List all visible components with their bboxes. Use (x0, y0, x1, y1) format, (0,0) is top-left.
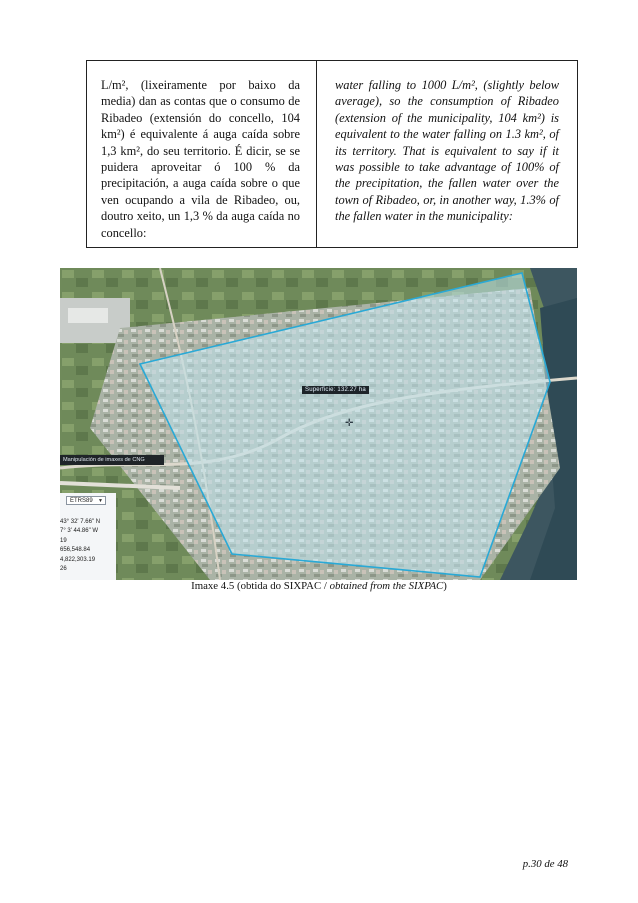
map-imagery (60, 268, 577, 580)
caption-suffix: ) (443, 580, 447, 592)
bilingual-text-table (86, 60, 578, 248)
galician-paragraph: L/m², (lixeiramente por baixo da media) dan as contas que o consumo de Ribadeo (extensión do concello, 104 km²) é equivalente á auga caída sobre 1,3 km², do seu territorio. É dicir, se se puidera aproveitar ó 100 % da precipitación, a auga caída sobre o que ven ocupando a vila de Ribadeo, ou, doutro xeito, un 1,3 % da auga caída no concello: (101, 78, 300, 240)
galician-text-cell (87, 61, 317, 247)
satellite-map-image (60, 268, 577, 580)
layer-label: Manipulación de imaxes de CNG (60, 455, 164, 465)
coord-line: 26 (60, 566, 67, 573)
crs-value: ETRS89 (70, 498, 93, 504)
coord-line: 43° 32' 7.66" N (60, 519, 101, 525)
coordinate-panel (60, 493, 116, 580)
coord-line: 4,822,303.19 (60, 556, 96, 563)
caption-italic: obtained from the SIXPAC (329, 580, 444, 592)
coord-line: 656,548.84 (60, 547, 91, 554)
english-text-cell (317, 61, 577, 247)
page-number: p.30 de 48 (522, 858, 568, 870)
english-paragraph: water falling to 1000 L/m², (slightly below average), so the consumption of Ribadeo (extension of the municipality, 104 km²) is equivalent to the water falling on 1.3 km², of its territory. That is equivalent to say if it was possible to take advantage of 100% of the precipitation, the fallen water over the town of Ribadeo, or, in another way, 1.3% of the fallen water in the municipality: (335, 78, 559, 224)
coordinate-readout (60, 518, 100, 574)
chevron-down-icon: ▼ (98, 498, 103, 504)
area-measurement-label: Superficie: 132.27 ha (302, 386, 369, 394)
figure-caption (0, 580, 638, 592)
coord-line: 7° 3' 44.86" W (60, 528, 99, 535)
coord-line: 19 (60, 537, 67, 544)
crosshair-icon: ✛ (345, 418, 354, 429)
crs-select[interactable] (66, 496, 106, 505)
caption-prefix: Imaxe 4.5 (obtida do SIXPAC / (191, 580, 330, 592)
